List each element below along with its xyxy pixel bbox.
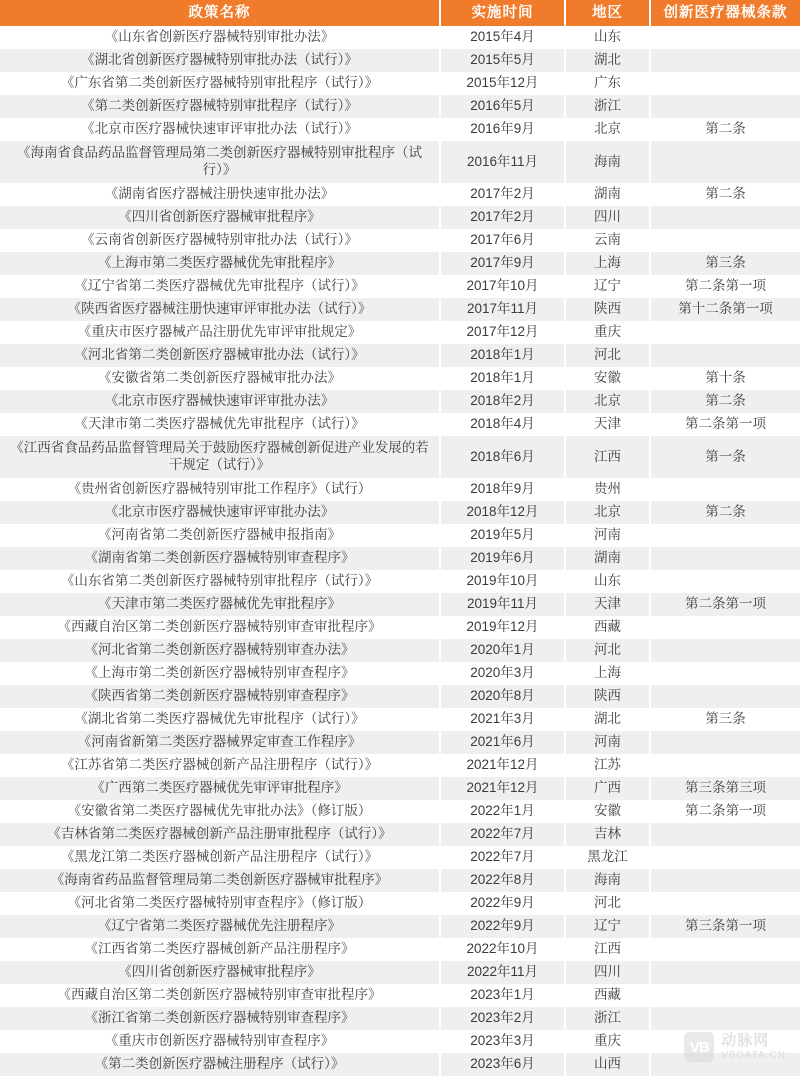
table-row [0, 95, 800, 118]
cell-effective-date: 2018年1月 [440, 367, 565, 390]
cell-region: 西藏 [565, 616, 650, 639]
cell-policy-name: 《北京市医疗器械快速审评审批办法》 [0, 390, 440, 413]
cell-effective-date: 2015年5月 [440, 49, 565, 72]
cell-region: 浙江 [565, 1007, 650, 1030]
cell-policy-name: 《河北省第二类医疗器械特别审查程序》（修订版） [0, 892, 440, 915]
cell-region: 重庆 [565, 321, 650, 344]
cell-effective-date: 2017年9月 [440, 252, 565, 275]
cell-clause: 第二条第一项 [650, 275, 800, 298]
cell-clause: 第二条 [650, 501, 800, 524]
table-row [0, 616, 800, 639]
table-row [0, 229, 800, 252]
table-row [0, 754, 800, 777]
cell-region: 河南 [565, 731, 650, 754]
cell-effective-date: 2021年12月 [440, 754, 565, 777]
cell-clause [650, 524, 800, 547]
cell-effective-date: 2022年9月 [440, 892, 565, 915]
watermark-badge: VB [684, 1032, 714, 1062]
cell-policy-name: 《第二类创新医疗器械注册程序（试行）》 [0, 1053, 440, 1076]
cell-clause [650, 938, 800, 961]
cell-policy-name: 《天津市第二类医疗器械优先审批程序（试行）》 [0, 413, 440, 436]
cell-policy-name: 《江西省第二类医疗器械创新产品注册程序》 [0, 938, 440, 961]
table-row [0, 321, 800, 344]
cell-effective-date: 2022年7月 [440, 823, 565, 846]
cell-clause: 第十条 [650, 367, 800, 390]
cell-clause: 第三条 [650, 252, 800, 275]
cell-effective-date: 2018年4月 [440, 413, 565, 436]
cell-region: 北京 [565, 501, 650, 524]
watermark-cn: 动脉网 [721, 1032, 770, 1050]
table-row [0, 390, 800, 413]
cell-policy-name: 《安徽省第二类医疗器械优先审批办法》（修订版） [0, 800, 440, 823]
table-row [0, 662, 800, 685]
cell-effective-date: 2017年11月 [440, 298, 565, 321]
cell-effective-date: 2020年1月 [440, 639, 565, 662]
cell-policy-name: 《湖北省创新医疗器械特别审批办法（试行）》 [0, 49, 440, 72]
cell-clause [650, 72, 800, 95]
cell-region: 河北 [565, 344, 650, 367]
cell-region: 吉林 [565, 823, 650, 846]
cell-policy-name: 《上海市第二类创新医疗器械特别审查程序》 [0, 662, 440, 685]
cell-clause [650, 662, 800, 685]
cell-clause [650, 26, 800, 49]
cell-policy-name: 《河南省新第二类医疗器械界定审查工作程序》 [0, 731, 440, 754]
cell-clause [650, 229, 800, 252]
cell-region: 江西 [565, 938, 650, 961]
table-row [0, 938, 800, 961]
cell-effective-date: 2017年2月 [440, 183, 565, 206]
cell-region: 湖南 [565, 183, 650, 206]
cell-effective-date: 2017年12月 [440, 321, 565, 344]
cell-region: 北京 [565, 118, 650, 141]
table-row [0, 869, 800, 892]
cell-policy-name: 《贵州省创新医疗器械特别审批工作程序》（试行） [0, 478, 440, 501]
table-row [0, 72, 800, 95]
table-row [0, 49, 800, 72]
cell-effective-date: 2022年11月 [440, 961, 565, 984]
cell-region: 湖北 [565, 49, 650, 72]
cell-region: 海南 [565, 141, 650, 183]
cell-region: 四川 [565, 206, 650, 229]
cell-region: 江西 [565, 436, 650, 478]
cell-policy-name: 《河北省第二类创新医疗器械特别审查办法》 [0, 639, 440, 662]
cell-policy-name: 《四川省创新医疗器械审批程序》 [0, 206, 440, 229]
cell-clause [650, 1053, 800, 1076]
cell-clause: 第三条 [650, 708, 800, 731]
cell-clause [650, 1007, 800, 1030]
table-row [0, 777, 800, 800]
cell-clause [650, 478, 800, 501]
cell-policy-name: 《河北省第二类创新医疗器械审批办法（试行）》 [0, 344, 440, 367]
cell-effective-date: 2017年2月 [440, 206, 565, 229]
table-row [0, 915, 800, 938]
cell-effective-date: 2019年5月 [440, 524, 565, 547]
cell-policy-name: 《湖南省第二类创新医疗器械特别审查程序》 [0, 547, 440, 570]
table-row [0, 367, 800, 390]
cell-region: 辽宁 [565, 915, 650, 938]
cell-effective-date: 2022年9月 [440, 915, 565, 938]
cell-policy-name: 《黑龙江第二类医疗器械创新产品注册程序（试行）》 [0, 846, 440, 869]
cell-clause [650, 685, 800, 708]
table-header-row [0, 0, 800, 26]
table-row [0, 206, 800, 229]
table-row [0, 141, 800, 183]
cell-effective-date: 2022年8月 [440, 869, 565, 892]
cell-effective-date: 2019年12月 [440, 616, 565, 639]
table-row [0, 1053, 800, 1076]
cell-clause [650, 984, 800, 1007]
table-row [0, 183, 800, 206]
cell-effective-date: 2017年10月 [440, 275, 565, 298]
cell-region: 辽宁 [565, 275, 650, 298]
cell-region: 贵州 [565, 478, 650, 501]
cell-policy-name: 《江苏省第二类医疗器械创新产品注册程序（试行）》 [0, 754, 440, 777]
table-row [0, 892, 800, 915]
cell-region: 江苏 [565, 754, 650, 777]
cell-policy-name: 《西藏自治区第二类创新医疗器械特别审查审批程序》 [0, 984, 440, 1007]
cell-effective-date: 2018年6月 [440, 436, 565, 478]
cell-region: 河北 [565, 639, 650, 662]
cell-policy-name: 《海南省药品监督管理局第二类创新医疗器械审批程序》 [0, 869, 440, 892]
column-header-policy-name: 政策名称 [0, 0, 440, 26]
cell-clause [650, 1030, 800, 1053]
cell-clause [650, 616, 800, 639]
cell-clause: 第二条第一项 [650, 413, 800, 436]
table-row [0, 823, 800, 846]
cell-effective-date: 2015年4月 [440, 26, 565, 49]
cell-policy-name: 《陕西省第二类创新医疗器械特别审查程序》 [0, 685, 440, 708]
cell-effective-date: 2021年12月 [440, 777, 565, 800]
cell-clause [650, 869, 800, 892]
cell-clause: 第二条第一项 [650, 800, 800, 823]
cell-policy-name: 《重庆市医疗器械产品注册优先审评审批规定》 [0, 321, 440, 344]
table-row [0, 1030, 800, 1053]
table-row [0, 547, 800, 570]
cell-region: 重庆 [565, 1030, 650, 1053]
cell-region: 河北 [565, 892, 650, 915]
cell-policy-name: 《湖南省医疗器械注册快速审批办法》 [0, 183, 440, 206]
table-row [0, 731, 800, 754]
cell-clause: 第十二条第一项 [650, 298, 800, 321]
cell-policy-name: 《辽宁省第二类医疗器械优先注册程序》 [0, 915, 440, 938]
table-row [0, 961, 800, 984]
cell-region: 陕西 [565, 685, 650, 708]
table-row [0, 436, 800, 478]
table-row [0, 478, 800, 501]
table-header [0, 0, 800, 26]
cell-policy-name: 《四川省创新医疗器械审批程序》 [0, 961, 440, 984]
cell-policy-name: 《西藏自治区第二类创新医疗器械特别审查审批程序》 [0, 616, 440, 639]
cell-effective-date: 2018年12月 [440, 501, 565, 524]
table-row [0, 846, 800, 869]
cell-region: 云南 [565, 229, 650, 252]
cell-clause: 第二条第一项 [650, 593, 800, 616]
cell-clause [650, 731, 800, 754]
table-row [0, 413, 800, 436]
cell-region: 山东 [565, 26, 650, 49]
cell-effective-date: 2022年10月 [440, 938, 565, 961]
cell-clause [650, 547, 800, 570]
cell-policy-name: 《重庆市创新医疗器械特别审查程序》 [0, 1030, 440, 1053]
cell-region: 安徽 [565, 800, 650, 823]
cell-clause [650, 206, 800, 229]
cell-policy-name: 《山东省创新医疗器械特别审批办法》 [0, 26, 440, 49]
cell-clause [650, 846, 800, 869]
cell-policy-name: 《北京市医疗器械快速审评审批办法》 [0, 501, 440, 524]
cell-effective-date: 2023年2月 [440, 1007, 565, 1030]
cell-policy-name: 《浙江省第二类创新医疗器械特别审查程序》 [0, 1007, 440, 1030]
cell-clause: 第一条 [650, 436, 800, 478]
cell-effective-date: 2015年12月 [440, 72, 565, 95]
cell-policy-name: 《第二类创新医疗器械特别审批程序（试行）》 [0, 95, 440, 118]
cell-effective-date: 2020年3月 [440, 662, 565, 685]
table-row [0, 501, 800, 524]
cell-region: 黑龙江 [565, 846, 650, 869]
cell-clause [650, 754, 800, 777]
table-row [0, 1007, 800, 1030]
cell-effective-date: 2020年8月 [440, 685, 565, 708]
column-header-clause: 创新医疗器械条款 [650, 0, 800, 26]
table-row [0, 639, 800, 662]
cell-clause [650, 141, 800, 183]
cell-policy-name: 《海南省食品药品监督管理局第二类创新医疗器械特别审批程序（试行）》 [0, 141, 440, 183]
cell-policy-name: 《广西第二类医疗器械优先审评审批程序》 [0, 777, 440, 800]
cell-policy-name: 《湖北省第二类医疗器械优先审批程序（试行）》 [0, 708, 440, 731]
cell-policy-name: 《北京市医疗器械快速审评审批办法（试行）》 [0, 118, 440, 141]
cell-effective-date: 2022年1月 [440, 800, 565, 823]
cell-effective-date: 2019年10月 [440, 570, 565, 593]
cell-policy-name: 《云南省创新医疗器械特别审批办法（试行）》 [0, 229, 440, 252]
cell-region: 北京 [565, 390, 650, 413]
cell-effective-date: 2021年6月 [440, 731, 565, 754]
cell-policy-name: 《陕西省医疗器械注册快速审评审批办法（试行）》 [0, 298, 440, 321]
cell-region: 湖北 [565, 708, 650, 731]
cell-region: 陕西 [565, 298, 650, 321]
cell-policy-name: 《上海市第二类医疗器械优先审批程序》 [0, 252, 440, 275]
watermark-en: VBDATA.CN [721, 1049, 786, 1061]
cell-region: 天津 [565, 593, 650, 616]
cell-clause: 第二条 [650, 183, 800, 206]
cell-policy-name: 《辽宁省第二类医疗器械优先审批程序（试行）》 [0, 275, 440, 298]
cell-region: 西藏 [565, 984, 650, 1007]
table-row [0, 26, 800, 49]
cell-policy-name: 《河南省第二类创新医疗器械申报指南》 [0, 524, 440, 547]
cell-effective-date: 2018年1月 [440, 344, 565, 367]
table-row [0, 685, 800, 708]
cell-effective-date: 2023年3月 [440, 1030, 565, 1053]
cell-effective-date: 2016年5月 [440, 95, 565, 118]
cell-effective-date: 2018年2月 [440, 390, 565, 413]
cell-region: 湖南 [565, 547, 650, 570]
cell-effective-date: 2016年9月 [440, 118, 565, 141]
table-row [0, 298, 800, 321]
cell-region: 海南 [565, 869, 650, 892]
cell-region: 山东 [565, 570, 650, 593]
cell-clause [650, 823, 800, 846]
cell-policy-name: 《江西省食品药品监督管理局关于鼓励医疗器械创新促进产业发展的若干规定（试行）》 [0, 436, 440, 478]
column-header-region: 地区 [565, 0, 650, 26]
cell-effective-date: 2022年7月 [440, 846, 565, 869]
cell-clause [650, 49, 800, 72]
cell-clause: 第三条第一项 [650, 915, 800, 938]
table-row [0, 344, 800, 367]
cell-effective-date: 2023年1月 [440, 984, 565, 1007]
cell-effective-date: 2021年3月 [440, 708, 565, 731]
cell-region: 河南 [565, 524, 650, 547]
cell-clause [650, 95, 800, 118]
table-row [0, 593, 800, 616]
cell-clause: 第三条第三项 [650, 777, 800, 800]
cell-clause [650, 570, 800, 593]
table-row [0, 984, 800, 1007]
column-header-effective-date: 实施时间 [440, 0, 565, 26]
cell-effective-date: 2017年6月 [440, 229, 565, 252]
cell-region: 山西 [565, 1053, 650, 1076]
cell-policy-name: 《吉林省第二类医疗器械创新产品注册审批程序（试行）》 [0, 823, 440, 846]
cell-effective-date: 2018年9月 [440, 478, 565, 501]
table-row [0, 524, 800, 547]
table-body [0, 26, 800, 1076]
table-row [0, 252, 800, 275]
cell-effective-date: 2019年11月 [440, 593, 565, 616]
table-row [0, 800, 800, 823]
cell-clause [650, 639, 800, 662]
cell-clause: 第二条 [650, 390, 800, 413]
cell-region: 安徽 [565, 367, 650, 390]
cell-policy-name: 《安徽省第二类创新医疗器械审批办法》 [0, 367, 440, 390]
cell-region: 四川 [565, 961, 650, 984]
cell-policy-name: 《山东省第二类创新医疗器械特别审批程序（试行）》 [0, 570, 440, 593]
cell-region: 浙江 [565, 95, 650, 118]
cell-clause: 第二条 [650, 118, 800, 141]
cell-region: 上海 [565, 662, 650, 685]
cell-effective-date: 2016年11月 [440, 141, 565, 183]
cell-region: 天津 [565, 413, 650, 436]
cell-effective-date: 2019年6月 [440, 547, 565, 570]
cell-clause [650, 321, 800, 344]
cell-effective-date: 2023年6月 [440, 1053, 565, 1076]
table-row [0, 570, 800, 593]
table-row [0, 708, 800, 731]
cell-clause [650, 961, 800, 984]
cell-clause [650, 344, 800, 367]
cell-policy-name: 《广东省第二类创新医疗器械特别审批程序（试行）》 [0, 72, 440, 95]
cell-policy-name: 《天津市第二类医疗器械优先审批程序》 [0, 593, 440, 616]
cell-clause [650, 892, 800, 915]
cell-region: 广西 [565, 777, 650, 800]
cell-region: 广东 [565, 72, 650, 95]
cell-region: 上海 [565, 252, 650, 275]
table-row [0, 118, 800, 141]
table-row [0, 275, 800, 298]
